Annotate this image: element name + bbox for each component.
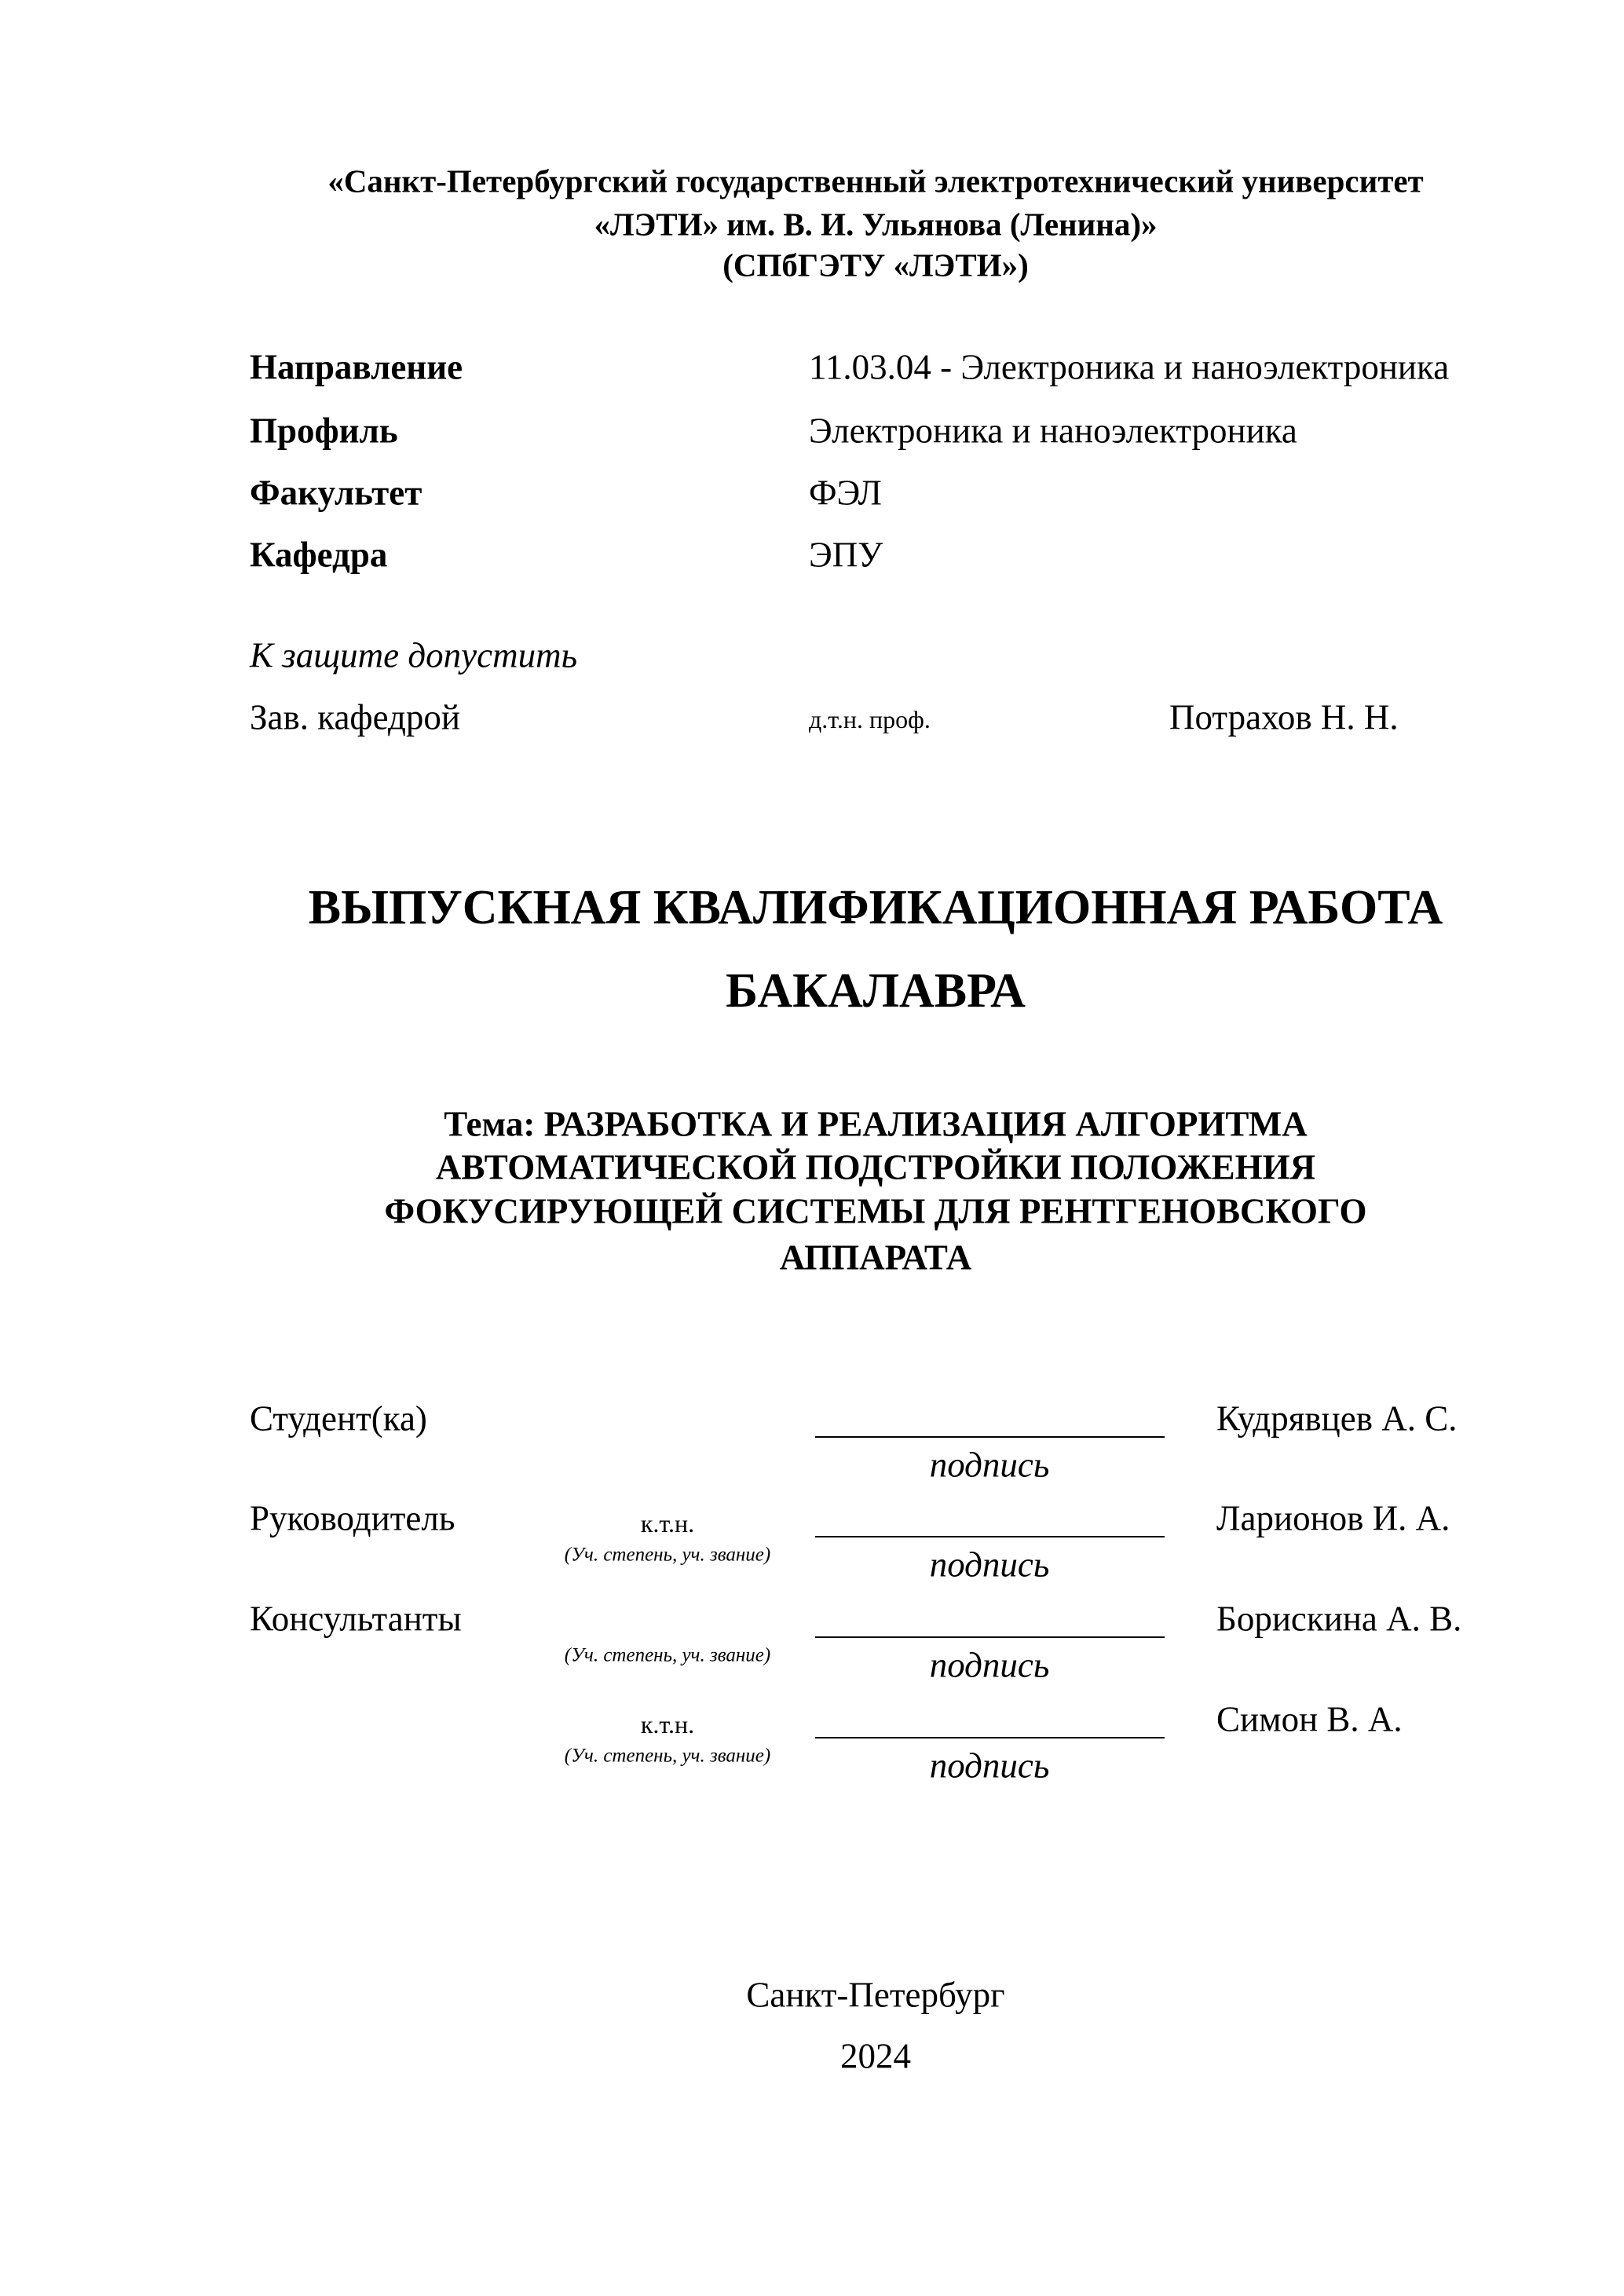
signature-name: Кудрявцев А. С. <box>1216 1398 1458 1439</box>
header-line-3: (СПбГЭТУ «ЛЭТИ») <box>722 247 1029 283</box>
head-name: Потрахов Н. Н. <box>1169 697 1399 737</box>
signature-line <box>815 1436 1165 1438</box>
info-label: Направление <box>250 347 463 387</box>
info-value: Электроника и наноэлектроника <box>809 411 1297 451</box>
topic-line-1: Тема: РАЗРАБОТКА И РЕАЛИЗАЦИЯ АЛГОРИТМА <box>444 1104 1308 1144</box>
signature-line <box>815 1636 1165 1638</box>
signature-line <box>815 1737 1165 1738</box>
signature-role: Консультанты <box>250 1599 462 1639</box>
info-value: 11.03.04 - Электроника и наноэлектроника <box>809 347 1450 387</box>
signature-degree-hint: (Уч. степень, уч. звание) <box>564 1745 771 1767</box>
signature-caption: подпись <box>929 1445 1050 1485</box>
signature-caption: подпись <box>929 1545 1050 1585</box>
signature-caption: подпись <box>929 1746 1050 1786</box>
head-label: Зав. кафедрой <box>250 697 460 737</box>
signature-degree: к.т.н. <box>640 1509 695 1537</box>
signature-degree-hint: (Уч. степень, уч. звание) <box>564 1644 771 1666</box>
topic-line-4: АППАРАТА <box>779 1238 972 1278</box>
info-label: Кафедра <box>250 535 388 575</box>
signature-degree-hint: (Уч. степень, уч. звание) <box>564 1544 771 1566</box>
city: Санкт-Петербург <box>746 1975 1005 2015</box>
signature-role: Руководитель <box>250 1498 455 1538</box>
signature-name: Симон В. А. <box>1216 1699 1403 1739</box>
header-line-1: «Санкт-Петербургский государственный электротехнический университет <box>327 163 1424 199</box>
signature-degree: к.т.н. <box>640 1710 695 1738</box>
signature-role: Студент(ка) <box>250 1398 427 1439</box>
signature-caption: подпись <box>929 1645 1050 1685</box>
signature-name: Ларионов И. А. <box>1216 1498 1450 1538</box>
title-line-1: ВЫПУСКНАЯ КВАЛИФИКАЦИОННАЯ РАБОТА <box>308 881 1443 934</box>
year: 2024 <box>840 2036 911 2076</box>
info-value: ЭПУ <box>809 535 883 575</box>
signature-name: Борискина А. В. <box>1216 1599 1462 1639</box>
topic-line-2: АВТОМАТИЧЕСКОЙ ПОДСТРОЙКИ ПОЛОЖЕНИЯ <box>435 1147 1316 1187</box>
info-value: ФЭЛ <box>809 473 882 513</box>
admit-label: К защите допустить <box>250 635 578 675</box>
title-line-2: БАКАЛАВРА <box>726 964 1026 1018</box>
signature-line <box>815 1536 1165 1537</box>
header-line-2: «ЛЭТИ» им. В. И. Ульянова (Ленина)» <box>594 206 1158 243</box>
info-label: Профиль <box>250 411 398 451</box>
info-label: Факультет <box>250 473 422 513</box>
head-degree: д.т.н. проф. <box>809 705 931 733</box>
topic-line-3: ФОКУСИРУЮЩЕЙ СИСТЕМЫ ДЛЯ РЕНТГЕНОВСКОГО <box>384 1191 1367 1231</box>
